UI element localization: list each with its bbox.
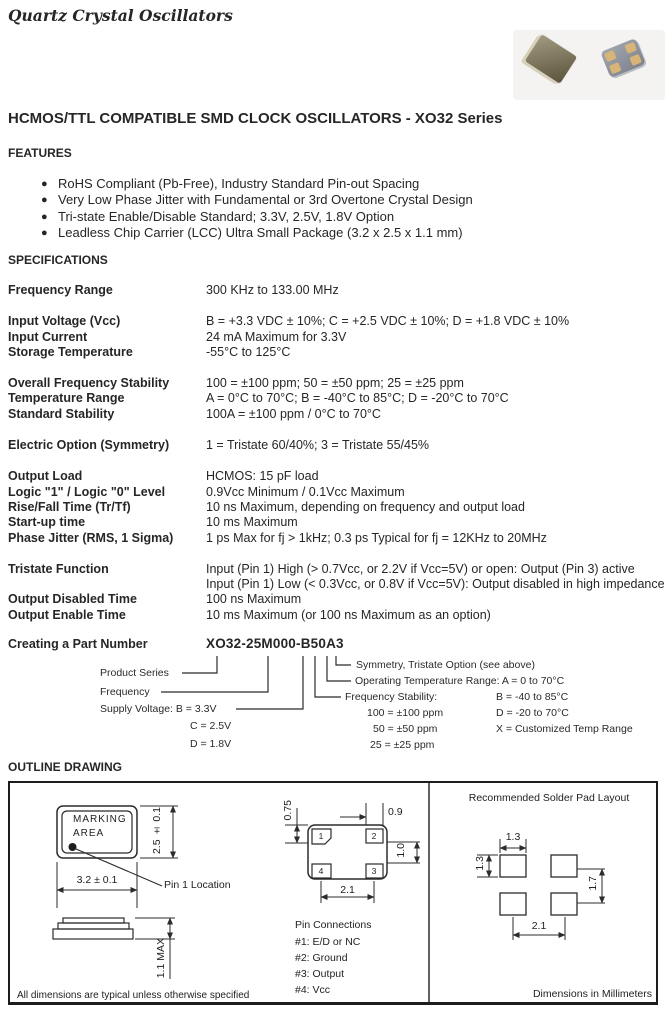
bullet-icon: ●	[41, 178, 48, 190]
spec-label: Storage Temperature	[8, 344, 133, 359]
dim-solder-vertical-pitch: 1.7	[587, 876, 599, 891]
spec-row	[8, 469, 668, 484]
chip-pad-icon	[629, 54, 642, 66]
pin-connections-heading: Pin Connections	[295, 919, 372, 931]
dim-pad-width: 0.9	[388, 806, 403, 818]
dim-solder-pad-height: 1.3	[474, 856, 486, 871]
spec-value: 10 ms Maximum	[206, 515, 298, 530]
spec-value: 100 ns Maximum	[206, 592, 302, 607]
bullet-icon: ●	[41, 210, 48, 223]
spec-value: 10 ms Maximum (or 100 ns Maximum as an option)	[206, 607, 491, 622]
callout-symmetry: Symmetry, Tristate Option (see above)	[356, 659, 535, 671]
chip-pad-icon	[609, 62, 622, 74]
marking-area-line2: AREA	[73, 828, 105, 839]
spec-value: 1 ps Max for fj > 1kHz; 0.3 ps Typical for fj = 12KHz to 20MHz	[206, 530, 547, 545]
dim-pad-gap: 1.0	[395, 843, 407, 858]
spec-label: Phase Jitter (RMS, 1 Sigma)	[8, 530, 174, 545]
spec-value: 100 = ±100 ppm; 50 = ±50 ppm; 25 = ±25 ppm	[206, 376, 464, 391]
pad-number-4: 4	[318, 866, 324, 876]
spec-value: HCMOS: 15 pF load	[206, 469, 319, 484]
spec-value: 0.9Vcc Minimum / 0.1Vcc Maximum	[206, 484, 405, 499]
feature-item: ● Tri-state Enable/Disable Standard; 3.3V, 2.5V, 1.8V Option	[41, 208, 395, 224]
spec-label: Temperature Range	[8, 391, 125, 406]
pin-connection-1: #1: E/D or NC	[295, 936, 361, 948]
spec-value: 100A = ±100 ppm / 0°C to 70°C	[206, 406, 381, 421]
dim-package-height: 2.5 ± 0.1	[151, 807, 163, 855]
spec-label: Rise/Fall Time (Tr/Tf)	[8, 499, 131, 514]
spec-row	[8, 330, 668, 345]
pin1-location-label: Pin 1 Location	[164, 879, 231, 891]
callout-stability-25: 25 = ±25 ppm	[370, 739, 435, 751]
spec-value: Input (Pin 1) High (> 0.7Vcc, or 2.2V if Vcc=5V) or open: Output (Pin 3) active	[206, 561, 635, 576]
spec-label: Start-up time	[8, 515, 86, 530]
feature-item: ● Very Low Phase Jitter with Fundamental or 3rd Overtone Crystal Design	[41, 192, 473, 208]
spec-row	[8, 438, 668, 453]
specifications-heading: SPECIFICATIONS	[8, 253, 108, 267]
callout-frequency-stability: Frequency Stability:	[345, 691, 438, 703]
spec-label: Electric Option (Symmetry)	[8, 438, 170, 453]
bullet-icon: ●	[41, 227, 48, 240]
spec-row	[8, 592, 668, 607]
spec-label: Standard Stability	[8, 406, 115, 421]
feature-item: ● RoHS Compliant (Pb-Free), Industry Standard Pin-out Spacing	[41, 176, 420, 191]
spec-row	[8, 485, 668, 500]
solder-pad-layout-title: Recommended Solder Pad Layout	[468, 792, 630, 804]
specifications-table	[8, 283, 668, 623]
dim-pad-offset: 0.75	[282, 800, 294, 821]
spec-value: 10 ns Maximum, depending on frequency and output load	[206, 499, 525, 514]
pin-connection-3: #3: Output	[295, 968, 345, 980]
spec-row	[8, 345, 668, 360]
part-number-value: XO32-25M000-B50A3	[206, 636, 344, 651]
dim-pad-pitch: 2.1	[340, 884, 355, 896]
spec-value: 1 = Tristate 60/40%; 3 = Tristate 55/45%	[206, 438, 430, 453]
feature-item: ● Leadless Chip Carrier (LCC) Ultra Small Package (3.2 x 2.5 x 1.1 mm)	[41, 225, 463, 241]
spec-row	[8, 531, 668, 546]
spec-label: Input Current	[8, 329, 88, 344]
callout-operating-temp: Operating Temperature Range: A = 0 to 70°C	[355, 675, 565, 687]
dim-solder-horizontal-pitch: 2.1	[531, 920, 547, 932]
features-heading: FEATURES	[8, 146, 72, 160]
pin-connection-4: #4: Vcc	[295, 984, 331, 996]
callout-temp-x: X = Customized Temp Range	[496, 723, 633, 735]
callout-frequency: Frequency	[100, 686, 150, 698]
bullet-icon: ●	[41, 194, 48, 207]
callout-temp-b: B = -40 to 85°C	[496, 691, 569, 703]
spec-label: Frequency Range	[8, 283, 113, 297]
spec-row	[8, 515, 668, 530]
spec-row	[8, 407, 668, 422]
spec-value: Input (Pin 1) Low (< 0.3Vcc, or 0.8V if Vcc=5V): Output disabled in high impedance	[206, 577, 665, 592]
part-number-label: Creating a Part Number	[8, 637, 148, 651]
spec-label: Input Voltage (Vcc)	[8, 314, 121, 329]
pad-number-3: 3	[371, 866, 377, 876]
spec-label	[8, 577, 206, 592]
main-heading: HCMOS/TTL COMPATIBLE SMD CLOCK OSCILLATORS - XO32 Series	[8, 110, 503, 127]
callout-stability-50: 50 = ±50 ppm	[373, 723, 438, 735]
spec-row	[8, 577, 668, 592]
spec-row	[8, 562, 668, 577]
spec-value: A = 0°C to 70°C; B = -40°C to 85°C; D = -20°C to 70°C	[206, 391, 509, 406]
pad-number-1: 1	[318, 831, 324, 841]
pad-number-2: 2	[371, 831, 377, 841]
spec-value: B = +3.3 VDC ± 10%; C = +2.5 VDC ± 10%; D = +1.8 VDC ± 10%	[206, 314, 570, 329]
dimensions-note: All dimensions are typical unless otherwise specified	[17, 990, 250, 1001]
chip-photos	[513, 30, 665, 100]
features-list	[41, 176, 473, 242]
dim-solder-pad-width: 1.3	[505, 831, 521, 843]
spec-label: Tristate Function	[8, 561, 109, 576]
callout-product-series: Product Series	[100, 667, 169, 679]
chip-pad-icon	[604, 50, 617, 62]
marking-area-line1: MARKING	[73, 814, 127, 825]
chip-photo-top-view	[525, 34, 578, 84]
spec-label: Overall Frequency Stability	[8, 376, 170, 391]
dimensions-units-label: Dimensions in Millimeters	[532, 988, 652, 1000]
dim-package-width: 3.2 ± 0.1	[76, 874, 118, 886]
spec-value: -55°C to 125°C	[206, 344, 291, 359]
spec-row	[8, 314, 668, 329]
spec-label: Output Load	[8, 469, 83, 484]
spec-row	[8, 376, 668, 391]
page-title: Quartz Crystal Oscillators	[8, 6, 233, 25]
callout-supply-voltage-c: C = 2.5V	[190, 720, 232, 732]
callout-supply-voltage-d: D = 1.8V	[190, 738, 232, 750]
callout-stability-100: 100 = ±100 ppm	[367, 707, 444, 719]
spec-value: 300 KHz to 133.00 MHz	[206, 283, 339, 297]
spec-label: Output Disabled Time	[8, 592, 137, 607]
chip-pad-icon	[624, 42, 637, 54]
dim-package-thickness: 1.1 MAX	[155, 938, 167, 979]
callout-supply-voltage: Supply Voltage: B = 3.3V	[100, 703, 217, 715]
spec-row	[8, 391, 668, 406]
pin-connection-2: #2: Ground	[295, 952, 348, 964]
callout-temp-d: D = -20 to 70°C	[496, 707, 569, 719]
spec-label: Output Enable Time	[8, 607, 126, 622]
outline-heading: OUTLINE DRAWING	[8, 760, 122, 774]
spec-label: Logic "1" / Logic "0" Level	[8, 484, 166, 499]
spec-row	[8, 500, 668, 515]
spec-row	[8, 283, 668, 298]
chip-photo-bottom-view	[600, 38, 646, 78]
spec-row	[8, 608, 668, 623]
spec-value: 24 mA Maximum for 3.3V	[206, 329, 347, 344]
